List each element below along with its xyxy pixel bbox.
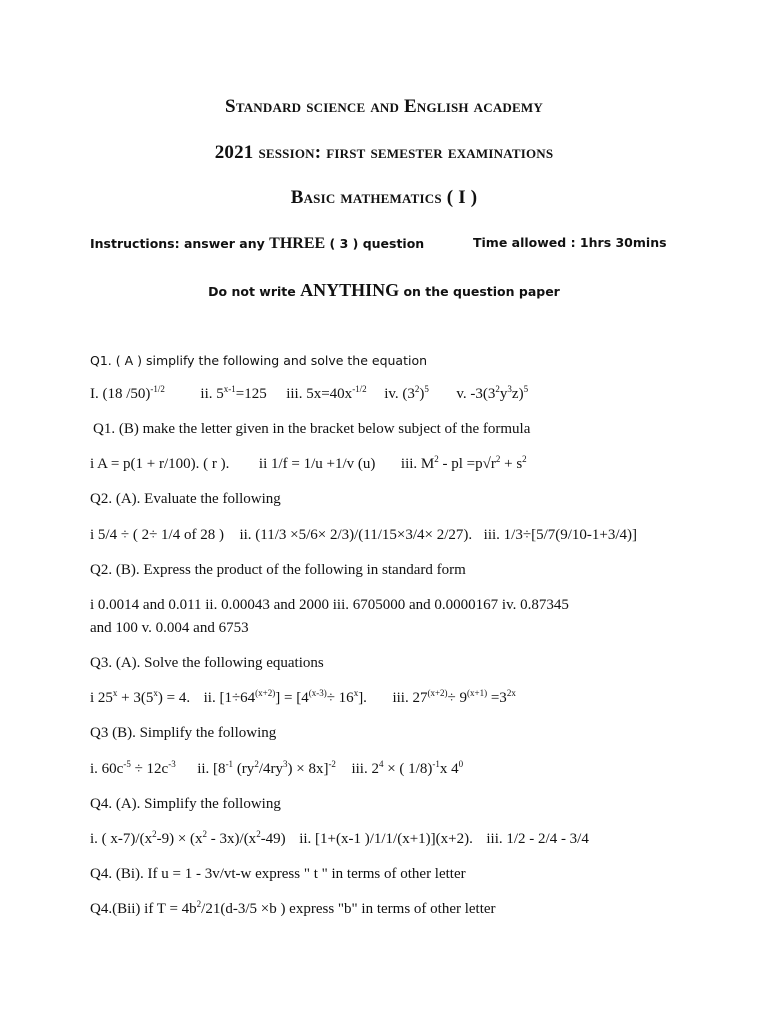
q3a-i-mid: + 3(5 bbox=[117, 690, 154, 706]
q1b-iii: iii. M bbox=[400, 456, 435, 472]
q1a-iv: iv. (3 bbox=[384, 386, 415, 402]
q1b-iii-mid: - pl =p√r bbox=[438, 456, 496, 472]
q4a-items bbox=[90, 831, 589, 848]
q3b-iii-mid: × ( 1/8) bbox=[383, 761, 433, 777]
q2b-line2: and 100 v. 0.004 and 6753 bbox=[90, 620, 249, 636]
q3a-title: Q3. (A). Solve the following equations bbox=[90, 655, 324, 671]
q3a-ii-exp2: (x-3) bbox=[308, 688, 327, 698]
q4a-i-exp1: 2 bbox=[152, 829, 157, 839]
q4bii-exp: 2 bbox=[196, 899, 202, 909]
q4bi: Q4. (Bi). If u = 1 - 3v/vt-w express " t " in terms of other letter bbox=[90, 866, 466, 882]
q3a-iii-mid: ÷ 9 bbox=[447, 690, 468, 706]
q1b-iii-rest: + s bbox=[500, 456, 523, 472]
q3a-iii-exp1: (x+2) bbox=[427, 688, 448, 698]
q4a-title: Q4. (A). Simplify the following bbox=[90, 796, 281, 812]
q3a-iii-exp3: 2x bbox=[506, 688, 516, 698]
q3a-ii-exp3: x bbox=[353, 688, 359, 698]
q3b-iii-exp3: 0 bbox=[458, 759, 464, 769]
q2b-title: Q2. (B). Express the product of the following in standard form bbox=[90, 562, 466, 578]
q4a-ii: ii. [1+(x-1 )/1/1/(x+1)](x+2). bbox=[299, 831, 473, 847]
q3b-iii: iii. 2 bbox=[351, 761, 379, 777]
session-title: 2021 session: first semester examinations bbox=[214, 142, 554, 163]
q1b-title: Q1. (B) make the letter given in the bracket below subject of the formula bbox=[93, 421, 531, 437]
q1a-iv-exp2: 5 bbox=[424, 384, 429, 394]
q3a-iii-exp2: (x+1) bbox=[467, 688, 488, 698]
q1a-v-z: z) bbox=[511, 386, 524, 402]
q2a-iii: iii. 1/3÷[5/7(9/10-1+3/4)] bbox=[483, 527, 638, 543]
q3b-title: Q3 (B). Simplify the following bbox=[90, 725, 277, 741]
q1a-i-exp: -1/2 bbox=[150, 384, 165, 394]
q3b-iii-exp2: -1 bbox=[432, 759, 440, 769]
time-allowed: Time allowed : 1hrs 30mins bbox=[473, 235, 667, 250]
q4bii-rest: /21(d-3/5 ×b ) express "b" in terms of other letter bbox=[201, 901, 496, 917]
q4a-i-exp3: 2 bbox=[256, 829, 261, 839]
q1a-iii-exp: -1/2 bbox=[352, 384, 367, 394]
q4a-i-rest: -49) bbox=[260, 831, 286, 847]
q1a-v-y: y bbox=[499, 386, 508, 402]
q3b-ii-mid2: /4ry bbox=[258, 761, 283, 777]
instructions-suffix: ( 3 ) question bbox=[329, 236, 425, 251]
q1a-v: v. -3(3 bbox=[456, 386, 496, 402]
q1a-v-exp2: 3 bbox=[507, 384, 512, 394]
q1a-iv-mid: ) bbox=[419, 386, 425, 402]
q3b-ii-exp3: 3 bbox=[282, 759, 288, 769]
q3b-items bbox=[90, 761, 463, 778]
q4a-iii: iii. 1/2 - 2/4 - 3/4 bbox=[486, 831, 589, 847]
q3b-ii-exp1: -1 bbox=[225, 759, 234, 769]
q2a-items bbox=[90, 527, 637, 544]
q4a-i-exp2: 2 bbox=[202, 829, 208, 839]
q1a-v-exp1: 2 bbox=[495, 384, 500, 394]
q3a-i: i 25 bbox=[90, 690, 113, 706]
notice-suffix: on the question paper bbox=[403, 284, 560, 299]
q1a-iii: iii. 5x=40x bbox=[286, 386, 353, 402]
q3b-iii-rest: x 4 bbox=[439, 761, 459, 777]
q1b-iii-exp2: 2 bbox=[495, 454, 501, 464]
q3a-ii-mid2: ÷ 16 bbox=[326, 690, 354, 706]
q1a-ii-exp: x-1 bbox=[223, 384, 236, 394]
q3b-i-exp2: -3 bbox=[168, 759, 176, 769]
q3a-i-exp2: x bbox=[153, 688, 158, 698]
q3a-iii: iii. 27 bbox=[392, 690, 428, 706]
q4bii-start: Q4.(Bii) if T = 4b bbox=[90, 901, 197, 917]
q4a-i-mid: -9) × (x bbox=[156, 831, 203, 847]
q1b-items bbox=[90, 456, 527, 473]
q3b-ii-exp2: 2 bbox=[254, 759, 259, 769]
q3b-ii-mid3: ) × 8x] bbox=[287, 761, 329, 777]
q2a-i: i 5/4 ÷ ( 2÷ 1/4 of 28 ) bbox=[90, 527, 224, 543]
q1b-ii: ii 1/f = 1/u +1/v (u) bbox=[258, 456, 376, 472]
q3b-ii-exp4: -2 bbox=[328, 759, 336, 769]
academy-title: Standard science and English academy bbox=[225, 96, 543, 117]
q3b-i-exp1: -5 bbox=[123, 759, 131, 769]
q3b-iii-exp1: 4 bbox=[378, 759, 384, 769]
q2b-line1: i 0.0014 and 0.011 ii. 0.00043 and 2000 iii. 6705000 and 0.0000167 iv. 0.87345 bbox=[90, 597, 569, 613]
q3a-iii-rest: =3 bbox=[487, 690, 507, 706]
q4a-i: i. ( x-7)/(x bbox=[90, 831, 153, 847]
instructions-prefix: Instructions: answer any bbox=[90, 236, 265, 251]
notice bbox=[0, 280, 768, 301]
q2a-title: Q2. (A). Evaluate the following bbox=[90, 491, 281, 507]
q1a-i: I. (18 /50) bbox=[90, 386, 151, 402]
q3a-ii-rest: ]. bbox=[358, 690, 367, 706]
q3a-i-exp1: x bbox=[112, 688, 118, 698]
subject-title: Basic mathematics ( I ) bbox=[290, 187, 478, 208]
q3a-ii-mid: ] = [4 bbox=[275, 690, 309, 706]
q4a-i-mid2: - 3x)/(x bbox=[207, 831, 257, 847]
q3b-i: i. 60c bbox=[90, 761, 124, 777]
q1a-title: Q1. ( A ) simplify the following and solve the equation bbox=[90, 353, 428, 368]
instructions-count-word: THREE bbox=[269, 235, 326, 252]
q2a-ii: ii. (11/3 ×5/6× 2/3)/(11/15×3/4× 2/27). bbox=[239, 527, 473, 543]
q3a-items bbox=[90, 690, 516, 707]
q3a-ii: ii. [1÷64 bbox=[203, 690, 256, 706]
q1a-ii-rest: =125 bbox=[235, 386, 267, 402]
q1b-iii-exp3: 2 bbox=[522, 454, 527, 464]
q1a-items bbox=[90, 386, 528, 403]
q1a-iv-exp1: 2 bbox=[414, 384, 420, 394]
q3b-ii: ii. [8 bbox=[197, 761, 226, 777]
q1a-v-exp3: 5 bbox=[523, 384, 529, 394]
q3b-i-mid: ÷ 12c bbox=[130, 761, 169, 777]
instructions bbox=[90, 235, 424, 253]
notice-emphasis: ANYTHING bbox=[300, 280, 400, 300]
q4bii bbox=[90, 901, 496, 918]
q1b-iii-exp1: 2 bbox=[434, 454, 439, 464]
q1b-i: i A = p(1 + r/100). ( r ). bbox=[90, 456, 230, 472]
q1a-ii: ii. 5 bbox=[200, 386, 224, 402]
q3a-ii-exp1: (x+2) bbox=[255, 688, 276, 698]
q3b-ii-mid: (ry bbox=[233, 761, 255, 777]
q3a-i-rest: ) = 4. bbox=[157, 690, 191, 706]
notice-prefix: Do not write bbox=[208, 284, 296, 299]
